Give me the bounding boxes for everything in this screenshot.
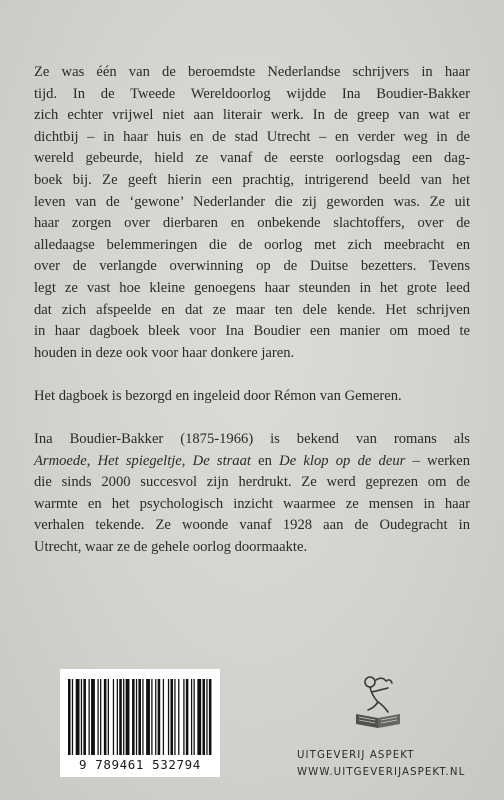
blurb-line: alledaagse belemmeringen die de oorlog met zich meebracht en [34, 236, 470, 253]
blurb-line: over de verlangde overwinning op de Duitse bezetters. Tevens [34, 258, 470, 275]
novel-title: De klop op de deur [279, 452, 406, 469]
blurb-line: warmte en het psychologisch inzicht waarmee ze mensen in haar [34, 495, 470, 512]
barcode-bar [197, 679, 201, 755]
barcode-bar [194, 679, 195, 755]
barcode-bar [113, 679, 114, 755]
editor-credit: Het dagboek is bezorgd en ingeleid door Rémon van Gemeren. [34, 387, 402, 404]
barcode-bar [72, 679, 73, 755]
blurb-line: houden in deze ook voor haar donkere jaren. [34, 344, 295, 361]
barcode-bar [142, 679, 143, 755]
blurb-line: Ina Boudier-Bakker (1875-1966) is bekend van romans als [34, 431, 470, 448]
barcode-bars [68, 679, 214, 755]
barcode-bar [123, 679, 124, 755]
publisher-logo-icon [350, 672, 406, 732]
blurb-line: leven van de ‘gewone’ Nederlander die zij geworden was. Ze uit [34, 193, 470, 210]
barcode-bar [136, 679, 137, 755]
blurb-line: Ze was één van de beroemdste Nederlandse schrijvers in haar [34, 64, 470, 80]
barcode-bar [68, 679, 71, 755]
blurb-paragraph-2 [34, 386, 470, 408]
barcode-bar [91, 679, 95, 755]
barcode-bar [183, 679, 184, 755]
barcode-bar [209, 679, 212, 755]
barcode-bar [81, 679, 82, 755]
blurb-line: dichtbij – in haar huis en de stad Utrecht – en verder weg in de [34, 128, 470, 145]
barcode-bar [83, 679, 86, 755]
blurb-line: wereld gebeurde, hield ze vanaf de eerste oorlogsdag een dag- [34, 150, 470, 167]
barcode-bar [186, 679, 189, 755]
barcode-bar [97, 679, 98, 755]
barcode-bar [76, 679, 80, 755]
barcode-bar [178, 679, 179, 755]
isbn-digits: 9 789461 532794 [79, 757, 201, 772]
barcode-bar [202, 679, 205, 755]
barcode-bar [191, 679, 192, 755]
barcode-bar [119, 679, 122, 755]
barcode-bar [170, 679, 173, 755]
blurb-paragraph-3 [34, 429, 470, 559]
barcode-bar [132, 679, 135, 755]
novel-title: Het spiegeltje [97, 452, 182, 469]
novel-title: De straat [192, 452, 251, 469]
blurb-text [34, 62, 470, 580]
barcode-bar [146, 679, 150, 755]
blurb-line: boek bij. Ze geeft hierin een prachtig, intrigerend beeld van het [34, 171, 470, 188]
barcode-bar [108, 679, 109, 755]
isbn-barcode [60, 669, 220, 777]
separator: en [250, 452, 280, 469]
blurb-line: dat zich afspeelde en dat ze maar ten dele kende. Het schrijven [34, 301, 470, 318]
publisher-name: UITGEVERIJ ASPEKT [297, 750, 415, 761]
barcode-bar [168, 679, 169, 755]
barcode-bar [88, 679, 89, 755]
blurb-line: haar zorgen over dierbaren en onbekende slachtoffers, over de [34, 215, 470, 232]
barcode-bar [151, 679, 152, 755]
blurb-line [34, 451, 470, 473]
blurb-line: legt ze vast hoe kleine genoegens haar steunden in het grote leed [34, 279, 470, 296]
barcode-bar [117, 679, 118, 755]
separator: – werken [405, 452, 470, 469]
blurb-line: tijd. In de Tweede Wereldoorlog wijdde Ina Boudier-Bakker [34, 85, 470, 102]
separator: , [86, 452, 98, 469]
novel-title: Armoede [34, 452, 87, 469]
barcode-bar [174, 679, 175, 755]
barcode-bar [100, 679, 101, 755]
barcode-bar [206, 679, 207, 755]
publisher-website: WWW.UITGEVERIJASPEKT.NL [297, 767, 466, 778]
barcode-bar [163, 679, 164, 755]
barcode-bar [155, 679, 156, 755]
publisher-block [297, 747, 465, 781]
barcode-bar [138, 679, 141, 755]
barcode-bar [158, 679, 161, 755]
blurb-line: in haar dagboek bleek voor Ina Boudier een manier om moed te [34, 323, 470, 340]
blurb-line: Utrecht, waar ze de gehele oorlog doormaakte. [34, 539, 308, 556]
blurb-paragraph-1 [34, 62, 470, 364]
separator: , [181, 452, 193, 469]
blurb-line: die sinds 2000 succesvol zijn herdrukt. Ze werd geprezen om de [34, 474, 470, 491]
blurb-line: zich echter vrijwel niet aan literair werk. In de greep van wat er [34, 107, 470, 124]
barcode-bar [104, 679, 107, 755]
barcode-bar [126, 679, 130, 755]
blurb-line: verhalen tekende. Ze woonde vanaf 1928 aan de Oudegracht in [34, 517, 470, 534]
